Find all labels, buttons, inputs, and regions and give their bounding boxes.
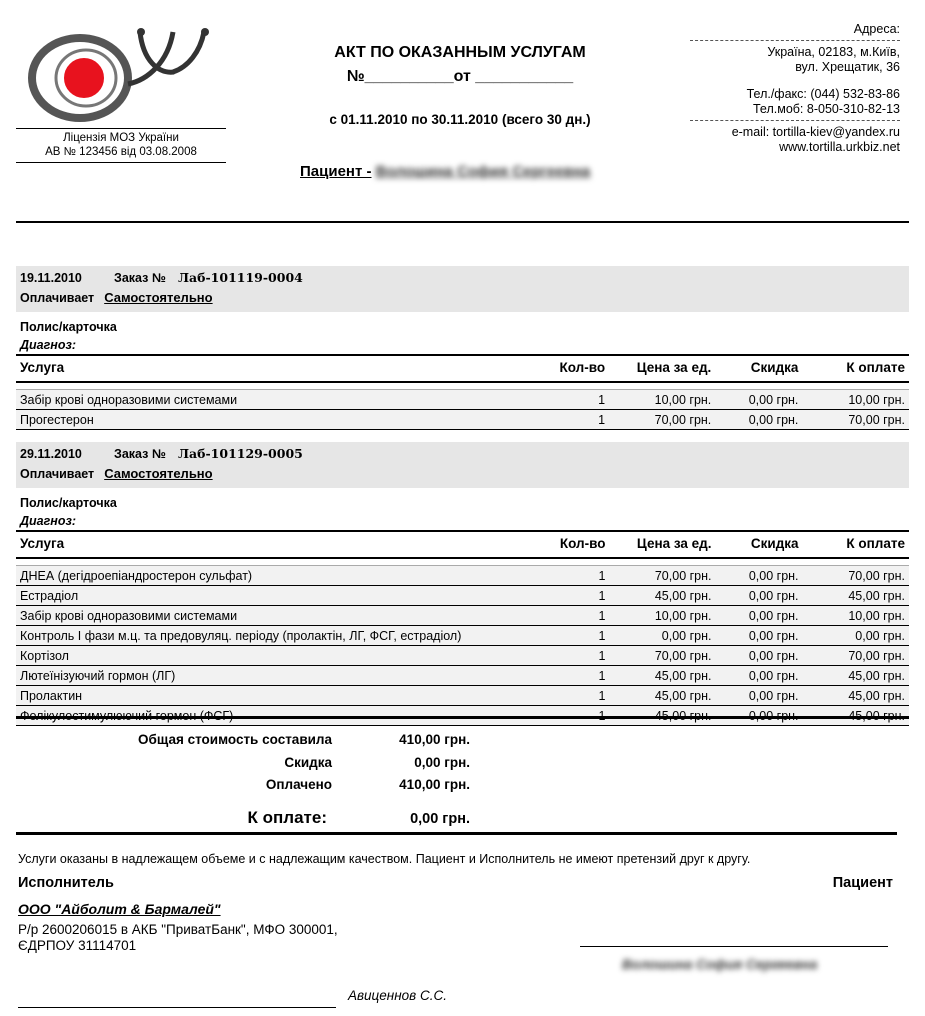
order-info-row [20,446,905,466]
order-block-1 [16,266,909,430]
patient-label: Пациент [832,875,893,891]
order-number: Лаб-101119-0004 [178,270,303,285]
phone-mobile: Тел.моб: 8-050-310-82-13 [752,102,900,116]
cell-due: 45,00 грн. [803,586,909,606]
executor-label: Исполнитель [18,875,114,891]
cell-qty: 1 [532,410,609,430]
cell-discount: 0,00 грн. [716,566,803,586]
cell-price: 10,00 грн. [609,390,715,410]
patient-name-blurred: Волошина София Сергеевна [375,163,591,180]
cell-service: Забір крові одноразовими системами [16,606,533,626]
cell-service: Естрадіол [16,586,533,606]
cell-qty: 1 [533,626,610,646]
services-table-2 [16,530,909,726]
col-discount: Скидка [716,531,803,558]
diagnosis-label: Диагноз: [20,338,77,352]
col-qty: Кол-во [533,531,610,558]
discount-value: 0,00 грн. [414,755,470,770]
spacer-cell [16,382,909,390]
cell-service: Контроль I фази м.ц. та предовуляц. періоду (пролактін, ЛГ, ФСГ, естрадіол) [16,626,533,646]
cell-due: 70,00 грн. [803,646,909,666]
cell-price: 45,00 грн. [609,586,715,606]
table-row [16,586,909,606]
totals-divider [16,832,897,835]
paid-label: Оплачено [265,777,332,792]
cell-service: Пролактин [16,686,533,706]
table-row [16,646,909,666]
bank-line-1: Р/р 2600206015 в АКБ "ПриватБанк", МФО 300001, [18,922,338,937]
total-label: Общая стоимость составила [138,732,332,747]
address-line-2: вул. Хрещатик, 36 [795,60,900,74]
paid-value: 410,00 грн. [399,777,470,792]
clinic-logo [18,22,228,130]
table-row [16,390,909,410]
cell-discount: 0,00 грн. [716,626,803,646]
col-due: К оплате [803,531,909,558]
address-label: Адреса: [853,22,900,36]
cell-due: 70,00 грн. [802,410,909,430]
cell-qty: 1 [533,666,610,686]
table-body [16,558,909,726]
order-label: Заказ № [114,271,166,285]
col-service: Услуга [16,531,533,558]
table-row [16,410,909,430]
patient-header [300,163,590,180]
total-value: 410,00 грн. [399,732,470,747]
cell-discount: 0,00 грн. [716,606,803,626]
phone-fax: Тел./факс: (044) 532-83-86 [746,87,900,101]
policy-label: Полис/карточка [20,496,117,510]
cell-service: ДНЕА (дегідроепіандростерон сульфат) [16,566,533,586]
cell-qty: 1 [533,606,610,626]
spacer-cell [16,558,909,566]
act-number: №__________от ___________ [346,68,574,85]
cell-service: Забір крові одноразовими системами [16,390,532,410]
order-band [16,266,909,312]
cell-service: Прогестерон [16,410,532,430]
org-name: ООО "Айболит & Бармалей" [18,901,221,917]
cell-price: 45,00 грн. [609,666,715,686]
order-band [16,442,909,488]
cell-discount: 0,00 грн. [715,410,802,430]
payer-row [20,466,905,486]
order-number: Лаб-101129-0005 [178,446,303,461]
patient-signature-line [580,946,888,947]
cell-discount: 0,00 грн. [716,646,803,666]
col-service: Услуга [16,355,532,382]
col-price: Цена за ед. [609,531,715,558]
license-block [16,128,226,163]
cell-due: 0,00 грн. [803,626,909,646]
table-end-divider [16,716,909,719]
policy-label: Полис/карточка [20,320,117,334]
cell-qty: 1 [533,566,610,586]
payer-label: Оплачивает [20,467,95,481]
cell-price: 70,00 грн. [609,410,715,430]
address-block [690,22,900,155]
order-label: Заказ № [114,447,166,461]
cell-qty: 1 [533,586,610,606]
order-details [16,312,909,354]
divider [690,40,900,41]
cell-price: 0,00 грн. [609,626,715,646]
col-price: Цена за ед. [609,355,715,382]
patient-label: Пациент - [300,163,372,180]
bank-line-2: ЄДРПОУ 31114701 [18,938,137,953]
cell-price: 10,00 грн. [609,606,715,626]
table-row [16,606,909,626]
email: e-mail: tortilla-kiev@yandex.ru [731,125,900,139]
payer-value: Самостоятельно [104,290,213,305]
col-qty: Кол-во [532,355,609,382]
license-line-2: АВ № 123456 від 03.08.2008 [45,146,197,158]
payer-row [20,290,905,310]
diagnosis-label: Диагноз: [20,514,77,528]
table-header [16,531,909,558]
cell-discount: 0,00 грн. [716,586,803,606]
cell-qty: 1 [533,686,610,706]
cell-due: 70,00 грн. [803,566,909,586]
patient-signature-name: Волошина София Сергеевна [622,957,818,972]
col-due: К оплате [802,355,909,382]
cell-discount: 0,00 грн. [715,390,802,410]
cell-price: 70,00 грн. [609,566,715,586]
header-divider [16,221,909,223]
cell-qty: 1 [533,646,610,666]
period: с 01.11.2010 по 30.11.2010 (всего 30 дн.) [329,112,591,127]
cell-price: 70,00 грн. [609,646,715,666]
due-value: 0,00 грн. [410,811,470,827]
col-discount: Скидка [715,355,802,382]
cell-service: Кортізол [16,646,533,666]
doctor-name: Авиценнов С.С. [348,988,447,1003]
divider [690,120,900,121]
license-line-1: Ліцензія МОЗ України [63,132,179,144]
cell-price: 45,00 грн. [609,686,715,706]
cell-due: 10,00 грн. [802,390,909,410]
cell-due: 10,00 грн. [803,606,909,626]
row-spacer [16,382,909,390]
cell-discount: 0,00 грн. [716,686,803,706]
table-row [16,626,909,646]
cell-service: Лютеїнізуючий гормон (ЛГ) [16,666,533,686]
order-date: 29.11.2010 [20,447,82,461]
document-title: АКТ ПО ОКАЗАННЫМ УСЛУГАМ [334,44,586,61]
discount-label: Скидка [284,755,332,770]
services-table-1 [16,354,909,430]
order-date: 19.11.2010 [20,271,82,285]
cell-due: 45,00 грн. [803,686,909,706]
table-row [16,566,909,586]
payer-label: Оплачивает [20,291,95,305]
order-block-2 [16,442,909,726]
website: www.tortilla.urkbiz.net [779,140,900,154]
table-body [16,382,909,430]
bank-details [18,922,338,954]
payer-value: Самостоятельно [104,466,213,481]
row-spacer [16,558,909,566]
due-label: К оплате: [247,808,327,827]
table-row [16,686,909,706]
cell-qty: 1 [532,390,609,410]
service-note: Услуги оказаны в надлежащем объеме и с надлежащим качеством. Пациент и Исполнитель не имеют претензий друг к другу. [18,852,751,866]
table-header [16,355,909,382]
executor-signature-line [18,1007,336,1008]
order-details [16,488,909,530]
cell-due: 45,00 грн. [803,666,909,686]
address-line-1: Україна, 02183, м.Київ, [767,45,900,59]
table-row [16,666,909,686]
order-info-row [20,270,905,290]
cell-discount: 0,00 грн. [716,666,803,686]
